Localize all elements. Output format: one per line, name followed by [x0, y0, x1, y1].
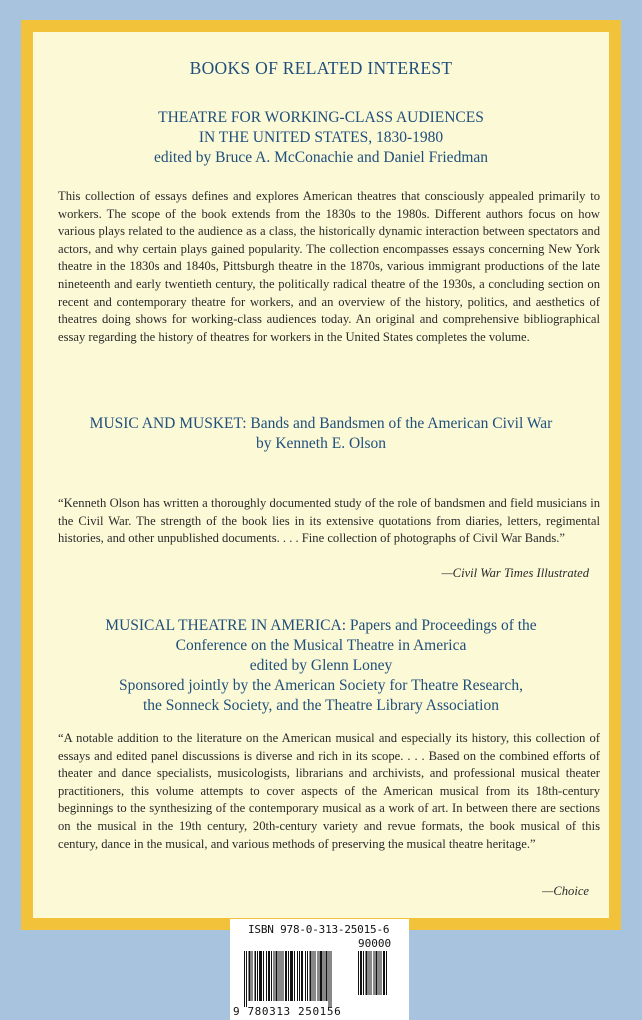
book2-subtitle: : Bands and Bandsmen of the American Civil War: [242, 415, 553, 432]
book1-title-line2: IN THE UNITED STATES, 1830-1980: [198, 129, 444, 146]
barcode-bar: [246, 951, 247, 1007]
barcode-bar: [255, 951, 257, 1001]
barcode-bar: [281, 951, 282, 1001]
barcode-bar: [369, 951, 370, 995]
barcode-bar: [381, 951, 382, 995]
book1-title-block: [33, 108, 609, 168]
book1-editors: edited by Bruce A. McConachie and Daniel Friedman: [153, 149, 488, 166]
book2-source: —Civil War Times Illustrated: [441, 566, 589, 580]
book2-title-line: [33, 414, 609, 434]
barcode-bar: [379, 951, 380, 995]
book2-quote: “Kenneth Olson has written a thoroughly documented study of the role of bandsmen and field musicians in the Civil War. The strength of the book lies in its extensive quotations from diaries, letters, regimental histories, and other unpublished documents. . . . Fine collection of photographs of Civil War Bands.”: [58, 496, 600, 546]
barcode-bar: [279, 951, 280, 1001]
barcode-bar: [315, 951, 316, 1001]
barcode-bar: [259, 951, 262, 1001]
barcode-bar: [363, 951, 364, 995]
section-heading: BOOKS OF RELATED INTEREST: [189, 58, 453, 78]
barcode-bar: [307, 951, 308, 1001]
barcode-bar: [383, 951, 385, 995]
price-code: 90000: [358, 937, 392, 950]
book3-subtitle: : Papers and Proceedings of the: [341, 617, 537, 634]
barcode-bar: [257, 951, 258, 1001]
book3-editor: edited by Glenn Loney: [249, 657, 393, 674]
book3-source: —Choice: [542, 884, 589, 898]
barcode-bar: [310, 951, 312, 1001]
barcode-bar: [283, 951, 284, 1001]
barcode-bar: [299, 951, 300, 1001]
barcode-bar: [252, 951, 253, 1001]
barcode-bar: [371, 951, 372, 995]
book3-sponsor-line2: the Sonneck Society, and the Theatre Library Association: [143, 697, 499, 714]
book3-title-line2: Conference on the Musical Theatre in America: [175, 637, 467, 654]
barcode-bar: [358, 951, 359, 995]
book3-title: MUSICAL THEATRE IN AMERICA: [105, 617, 342, 634]
barcode-bar: [244, 951, 245, 1007]
barcode-bar: [324, 951, 325, 1001]
barcode-label: [230, 919, 409, 1020]
barcode-bar: [268, 951, 270, 1001]
barcode-bar: [249, 951, 251, 1001]
barcode-bar: [331, 951, 332, 1007]
barcode-bar: [386, 951, 387, 995]
barcode-bar: [313, 951, 314, 1001]
barcode-bar: [301, 951, 303, 1001]
barcode-bar: [285, 951, 287, 1001]
barcode-bar: [326, 951, 328, 1001]
barcode-bar: [271, 951, 272, 1001]
barcode-bar: [305, 951, 306, 1001]
barcode-bar: [329, 951, 330, 1007]
barcode-bar: [266, 951, 267, 1001]
barcode-bar: [294, 951, 295, 1001]
barcode-bar: [366, 951, 368, 995]
book3-title-line: [33, 616, 609, 636]
book3-quote: “A notable addition to the literature on the American musical and especially its history, this collection of essays and edited panel discussions is diverse and rich in its scope. . . . Based on the combined efforts of theater and dance specialists, musicologists, librarians and archivists, and professional musical theater practitioners, this volume attempts to cover aspects of the American musical from its 18th-century beginnings to the synthesizing of the contemporary musical as a work of art. In between there are sections on the musical in the 19th century, 20th-century variety and revue formats, the book musical of this century, dance in the musical, and various methods of preserving the musical theatre heritage.”: [58, 731, 600, 851]
barcode-bar: [276, 951, 278, 1001]
barcode-bar: [376, 951, 378, 995]
barcode-bar: [263, 951, 264, 1001]
book2-author: by Kenneth E. Olson: [255, 435, 386, 452]
book1-title-line1: THEATRE FOR WORKING-CLASS AUDIENCES: [158, 109, 484, 126]
book1-description: This collection of essays defines and explores American theatres that consciously appealed primarily to workers. The scope of the book extends from the 1830s to the 1980s. Different authors focus on how various plays related to the audience as a class, the historically dynamic interaction between spectators and actors, and why certain plays gained popularity. The collection encompasses essays concerning New York theatre in the 1830s and 1840s, Pittsburgh theatre in the 1870s, various immigrant productions of the late nineteenth and early twentieth century, the politically radical theatre of the 1930s, a concluding section on recent and contemporary theatre for workers, and an overview of the history, politics, and aesthetics of theatres doing shows for working-class audiences today. An original and comprehensive bibliographical essay regarding the history of theatres for workers in the United States completes the volume.: [58, 189, 600, 344]
cover-panel: [21, 20, 621, 930]
isbn-text: ISBN 978-0-313-25015-6: [248, 923, 390, 936]
barcode-bar: [297, 951, 298, 1001]
barcode-bar: [290, 951, 293, 1001]
barcode-bar: [320, 951, 323, 1001]
book3-sponsor-line1: Sponsored jointly by the American Society for Theatre Research,: [119, 677, 523, 694]
barcode-bar: [360, 951, 362, 995]
barcode-bar: [374, 951, 375, 995]
barcode-bar: [318, 951, 319, 1001]
ean-number: 9 780313 250156: [233, 1005, 342, 1018]
barcode-bar: [274, 951, 275, 1001]
barcode-bar: [288, 951, 289, 1001]
book2-title-block: [33, 414, 609, 454]
book2-title: MUSIC AND MUSKET: [89, 415, 243, 432]
book3-title-block: [33, 616, 609, 716]
